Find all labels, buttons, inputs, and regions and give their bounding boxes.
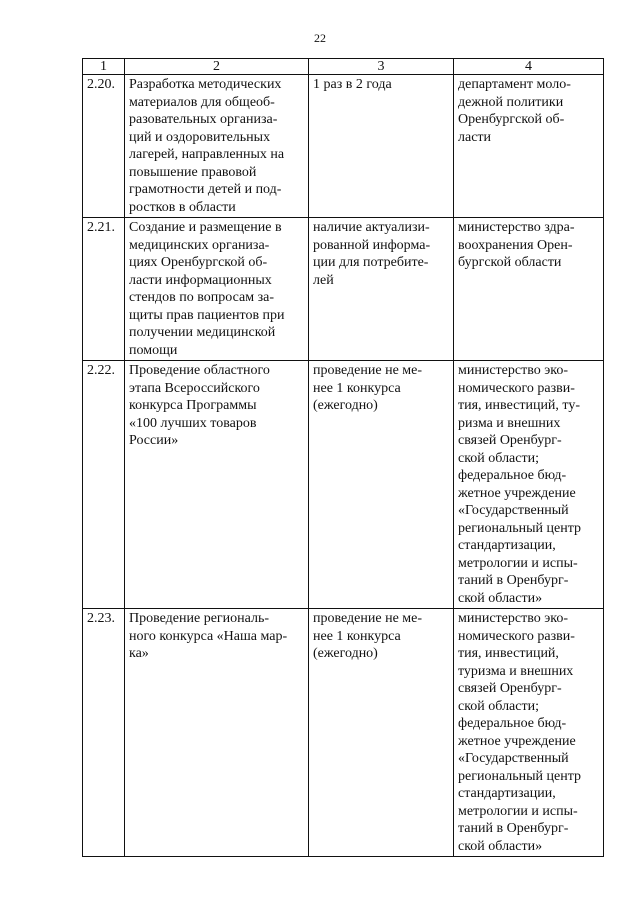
column-header-2: 2 <box>125 59 309 75</box>
measure-description-line: получении медицинской <box>129 325 276 340</box>
measure-term-line: 1 раз в 2 года <box>313 77 392 92</box>
responsible-executor-line: федеральное бюд- <box>458 468 567 483</box>
measures-table <box>82 58 604 857</box>
responsible-executor-line: дежной политики <box>458 94 564 110</box>
responsible-executor-line: жетное учреждение <box>458 485 576 501</box>
responsible-executor-line: федеральное бюд- <box>458 716 567 731</box>
responsible-executor-line: региональный центр <box>458 520 582 536</box>
responsible-executor-line: воохранения Орен- <box>458 237 573 253</box>
measure-description <box>125 218 309 361</box>
responsible-executor-line: метрологии и испы- <box>458 555 578 571</box>
measure-description-line: России» <box>129 433 179 448</box>
measure-term-line: лей <box>313 272 334 288</box>
responsible-executor-line: жетное учреждение <box>458 733 576 749</box>
measure-term <box>309 75 454 218</box>
responsible-executor-line: ской области» <box>458 838 543 854</box>
responsible-executor-line: ской области» <box>458 590 543 606</box>
measure-description-line: ций и оздоровительных <box>129 129 271 145</box>
measure-description-line: конкурса Программы <box>129 398 257 413</box>
table-row <box>83 609 604 857</box>
responsible-executor <box>454 218 604 361</box>
responsible-executor-line: «Государственный <box>458 503 569 518</box>
column-header-3: 3 <box>309 59 454 75</box>
measure-term-line: нее 1 конкурса <box>313 380 401 396</box>
measure-term <box>309 218 454 361</box>
measure-description-line: лагерей, направленных на <box>129 147 285 162</box>
responsible-executor-line: номического разви- <box>458 380 575 396</box>
item-number: 2.22. <box>83 361 125 609</box>
column-header-4: 4 <box>454 59 604 75</box>
page-number: 22 <box>314 31 326 45</box>
responsible-executor-line: ласти <box>458 129 492 145</box>
responsible-executor <box>454 609 604 857</box>
responsible-executor-line: департамент моло- <box>458 77 571 92</box>
responsible-executor <box>454 361 604 609</box>
measure-description-line: ного конкурса «Наша мар- <box>129 628 288 644</box>
item-number: 2.21. <box>83 218 125 361</box>
responsible-executor-line: министерство здра- <box>458 220 575 235</box>
responsible-executor-line: ской области; <box>458 698 539 714</box>
measure-description-line: Разработка методических <box>129 77 282 92</box>
measure-description-line: ка» <box>129 646 149 661</box>
item-number: 2.20. <box>83 75 125 218</box>
measure-description-line: циях Оренбургской об- <box>129 255 268 270</box>
table-row <box>83 218 604 361</box>
responsible-executor-line: метрологии и испы- <box>458 803 578 819</box>
responsible-executor-line: номического разви- <box>458 628 575 644</box>
responsible-executor-line: бургской области <box>458 255 562 270</box>
measure-description-line: Создание и размещение в <box>129 220 282 235</box>
responsible-executor-line: Оренбургской об- <box>458 112 565 127</box>
measure-description-line: ростков в области <box>129 199 236 215</box>
responsible-executor-line: связей Оренбург- <box>458 681 562 696</box>
measure-description-line: «100 лучших товаров <box>129 415 257 431</box>
responsible-executor-line: стандартизации, <box>458 538 556 553</box>
measure-description-line: Проведение областного <box>129 363 270 378</box>
measure-description <box>125 609 309 857</box>
responsible-executor-line: туризма и внешних <box>458 663 574 679</box>
measure-description-line: помощи <box>129 342 178 358</box>
measure-description <box>125 75 309 218</box>
measure-description-line: ласти информационных <box>129 272 272 288</box>
item-number: 2.23. <box>83 609 125 857</box>
responsible-executor-line: тия, инвестиций, ту- <box>458 398 581 413</box>
measure-description-line: материалов для общеоб- <box>129 94 275 110</box>
measure-term-line: проведение не ме- <box>313 363 423 378</box>
responsible-executor-line: таний в Оренбург- <box>458 573 569 588</box>
measure-description-line: стендов по вопросам за- <box>129 290 274 305</box>
measure-description-line: Проведение региональ- <box>129 611 270 626</box>
table-body <box>83 75 604 857</box>
measure-term-line: рованной информа- <box>313 237 431 253</box>
measure-term-line: нее 1 конкурса <box>313 628 401 644</box>
measure-term-line: проведение не ме- <box>313 611 423 626</box>
measure-term <box>309 361 454 609</box>
responsible-executor-line: министерство эко- <box>458 363 568 378</box>
responsible-executor-line: министерство эко- <box>458 611 568 626</box>
responsible-executor-line: таний в Оренбург- <box>458 821 569 836</box>
measure-description-line: этапа Всероссийского <box>129 380 260 396</box>
measure-term-line: ции для потребите- <box>313 255 429 270</box>
measure-description-line: разовательных организа- <box>129 112 278 127</box>
responsible-executor-line: региональный центр <box>458 768 582 784</box>
table-header-row <box>83 59 604 75</box>
responsible-executor-line: ризма и внешних <box>458 415 561 431</box>
measure-term-line: (ежегодно) <box>313 398 378 413</box>
measure-description-line: грамотности детей и под- <box>129 182 282 197</box>
measure-description-line: повышение правовой <box>129 164 257 180</box>
responsible-executor-line: стандартизации, <box>458 786 556 801</box>
responsible-executor <box>454 75 604 218</box>
responsible-executor-line: связей Оренбург- <box>458 433 562 448</box>
responsible-executor-line: тия, инвестиций, <box>458 646 559 661</box>
table-row <box>83 361 604 609</box>
measure-term-line: наличие актуализи- <box>313 220 430 235</box>
responsible-executor-line: «Государственный <box>458 751 569 766</box>
measure-term-line: (ежегодно) <box>313 646 378 661</box>
measure-description <box>125 361 309 609</box>
measure-term <box>309 609 454 857</box>
measure-description-line: медицинских организа- <box>129 237 270 253</box>
responsible-executor-line: ской области; <box>458 450 539 466</box>
table-row <box>83 75 604 218</box>
column-header-1: 1 <box>83 59 125 75</box>
measure-description-line: щиты прав пациентов при <box>129 307 285 323</box>
